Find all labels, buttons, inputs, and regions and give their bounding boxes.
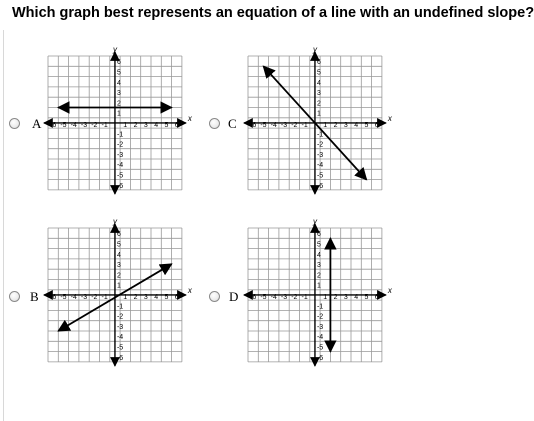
x-tick-label: -3 [80, 293, 88, 301]
x-tick-label: -6 [50, 293, 57, 301]
x-tick-label: 5 [164, 121, 169, 129]
y-tick-label: 1 [116, 110, 121, 118]
x-tick-label: -2 [91, 121, 98, 129]
y-tick-label: 3 [316, 262, 321, 270]
y-tick-label: -2 [116, 313, 124, 321]
y-tick-label: -1 [116, 303, 124, 311]
graph-option-a [40, 44, 190, 196]
y-tick-label: -5 [316, 172, 324, 180]
y-tick-label: 4 [116, 79, 121, 87]
y-axis-label: y [312, 217, 317, 226]
y-axis-label: y [112, 217, 117, 226]
x-tick-label: 3 [143, 121, 148, 129]
x-tick-label: -1 [301, 293, 308, 301]
y-tick-label: 1 [116, 282, 121, 290]
y-tick-label: -4 [116, 334, 124, 342]
y-tick-label: -5 [116, 344, 124, 352]
x-axis-label: x [187, 285, 192, 295]
y-tick-label: -6 [116, 354, 124, 362]
y-tick-label: 4 [316, 79, 321, 87]
x-tick-label: -1 [101, 293, 108, 301]
x-tick-label: 2 [133, 293, 138, 301]
y-tick-label: -4 [316, 334, 324, 342]
y-tick-label: 5 [116, 69, 121, 77]
x-tick-label: 1 [323, 293, 328, 301]
y-axis-label: y [112, 45, 117, 54]
y-tick-label: -6 [316, 182, 324, 190]
option-a-letter: A [32, 116, 42, 131]
y-tick-label: 3 [116, 262, 121, 270]
x-tick-label: -2 [291, 293, 298, 301]
question-text: Which graph best represents an equation of a line with an undefined slope? [12, 5, 534, 21]
x-tick-label: 3 [143, 293, 148, 301]
x-tick-label: 2 [333, 293, 338, 301]
y-tick-label: 6 [116, 59, 121, 67]
y-tick-label: 2 [316, 100, 321, 108]
y-tick-label: 3 [316, 90, 321, 98]
x-tick-label: -5 [260, 121, 267, 129]
x-tick-label: -4 [70, 293, 77, 301]
radio-option-c[interactable] [209, 118, 220, 129]
x-tick-label: 6 [374, 121, 379, 129]
option-c-letter: C [228, 116, 237, 131]
x-tick-label: 1 [123, 293, 128, 301]
x-tick-label: 1 [123, 121, 128, 129]
y-tick-label: -1 [316, 131, 324, 139]
y-tick-label: 5 [316, 69, 321, 77]
y-tick-label: -2 [316, 313, 324, 321]
y-tick-label: -6 [116, 182, 124, 190]
x-tick-label: -5 [60, 293, 67, 301]
x-tick-label: 3 [343, 293, 348, 301]
y-tick-label: -5 [116, 172, 124, 180]
y-tick-label: -2 [316, 141, 324, 149]
x-tick-label: -4 [270, 121, 277, 129]
graph-option-d [240, 216, 390, 368]
x-tick-label: 2 [333, 121, 338, 129]
x-tick-label: 5 [364, 121, 369, 129]
x-tick-label: -1 [101, 121, 108, 129]
x-tick-label: -6 [250, 293, 257, 301]
x-tick-label: 4 [354, 293, 359, 301]
x-tick-label: 2 [133, 121, 138, 129]
y-tick-label: -3 [116, 323, 124, 331]
x-tick-label: 1 [323, 121, 328, 129]
x-tick-label: 6 [174, 293, 179, 301]
y-tick-label: -1 [116, 131, 124, 139]
radio-option-d[interactable] [209, 291, 220, 302]
option-b-letter: B [30, 289, 39, 304]
y-tick-label: -3 [316, 323, 324, 331]
x-tick-label: -2 [291, 121, 298, 129]
x-tick-label: -3 [80, 121, 88, 129]
x-tick-label: -1 [301, 121, 308, 129]
y-tick-label: 1 [316, 110, 321, 118]
x-tick-label: 6 [174, 121, 179, 129]
radio-option-b[interactable] [9, 291, 20, 302]
y-axis-label: y [312, 45, 317, 54]
x-tick-label: -3 [280, 121, 288, 129]
y-tick-label: -3 [316, 151, 324, 159]
y-tick-label: 6 [316, 231, 321, 239]
x-axis-label: x [387, 113, 392, 123]
x-tick-label: 6 [374, 293, 379, 301]
graph-option-b [40, 216, 190, 368]
divider [3, 30, 4, 421]
y-tick-label: 3 [116, 90, 121, 98]
radio-option-a[interactable] [9, 118, 20, 129]
y-tick-label: 5 [316, 241, 321, 249]
option-d-letter: D [229, 289, 239, 304]
y-tick-label: -4 [116, 162, 124, 170]
y-tick-label: -5 [316, 344, 324, 352]
y-tick-label: -6 [316, 354, 324, 362]
y-tick-label: 2 [116, 100, 121, 108]
y-tick-label: 2 [316, 272, 321, 280]
y-tick-label: -4 [316, 162, 324, 170]
x-tick-label: -4 [270, 293, 277, 301]
x-tick-label: 4 [154, 121, 159, 129]
x-axis-label: x [187, 113, 192, 123]
x-tick-label: 5 [364, 293, 369, 301]
y-tick-label: 6 [116, 231, 121, 239]
x-tick-label: 5 [164, 293, 169, 301]
graph-option-c [240, 44, 390, 196]
x-tick-label: -5 [60, 121, 67, 129]
y-tick-label: 1 [316, 282, 321, 290]
y-tick-label: 4 [116, 251, 121, 259]
x-tick-label: -4 [70, 121, 77, 129]
y-tick-label: 6 [316, 59, 321, 67]
y-tick-label: -2 [116, 141, 124, 149]
x-tick-label: -6 [250, 121, 257, 129]
y-tick-label: -1 [316, 303, 324, 311]
x-tick-label: -5 [260, 293, 267, 301]
x-tick-label: -2 [91, 293, 98, 301]
y-tick-label: 5 [116, 241, 121, 249]
x-tick-label: 3 [343, 121, 348, 129]
x-tick-label: 4 [154, 293, 159, 301]
y-tick-label: 4 [316, 251, 321, 259]
x-tick-label: -6 [50, 121, 57, 129]
x-tick-label: 4 [354, 121, 359, 129]
x-tick-label: -3 [280, 293, 288, 301]
y-tick-label: 2 [116, 272, 121, 280]
x-axis-label: x [387, 285, 392, 295]
y-tick-label: -3 [116, 151, 124, 159]
